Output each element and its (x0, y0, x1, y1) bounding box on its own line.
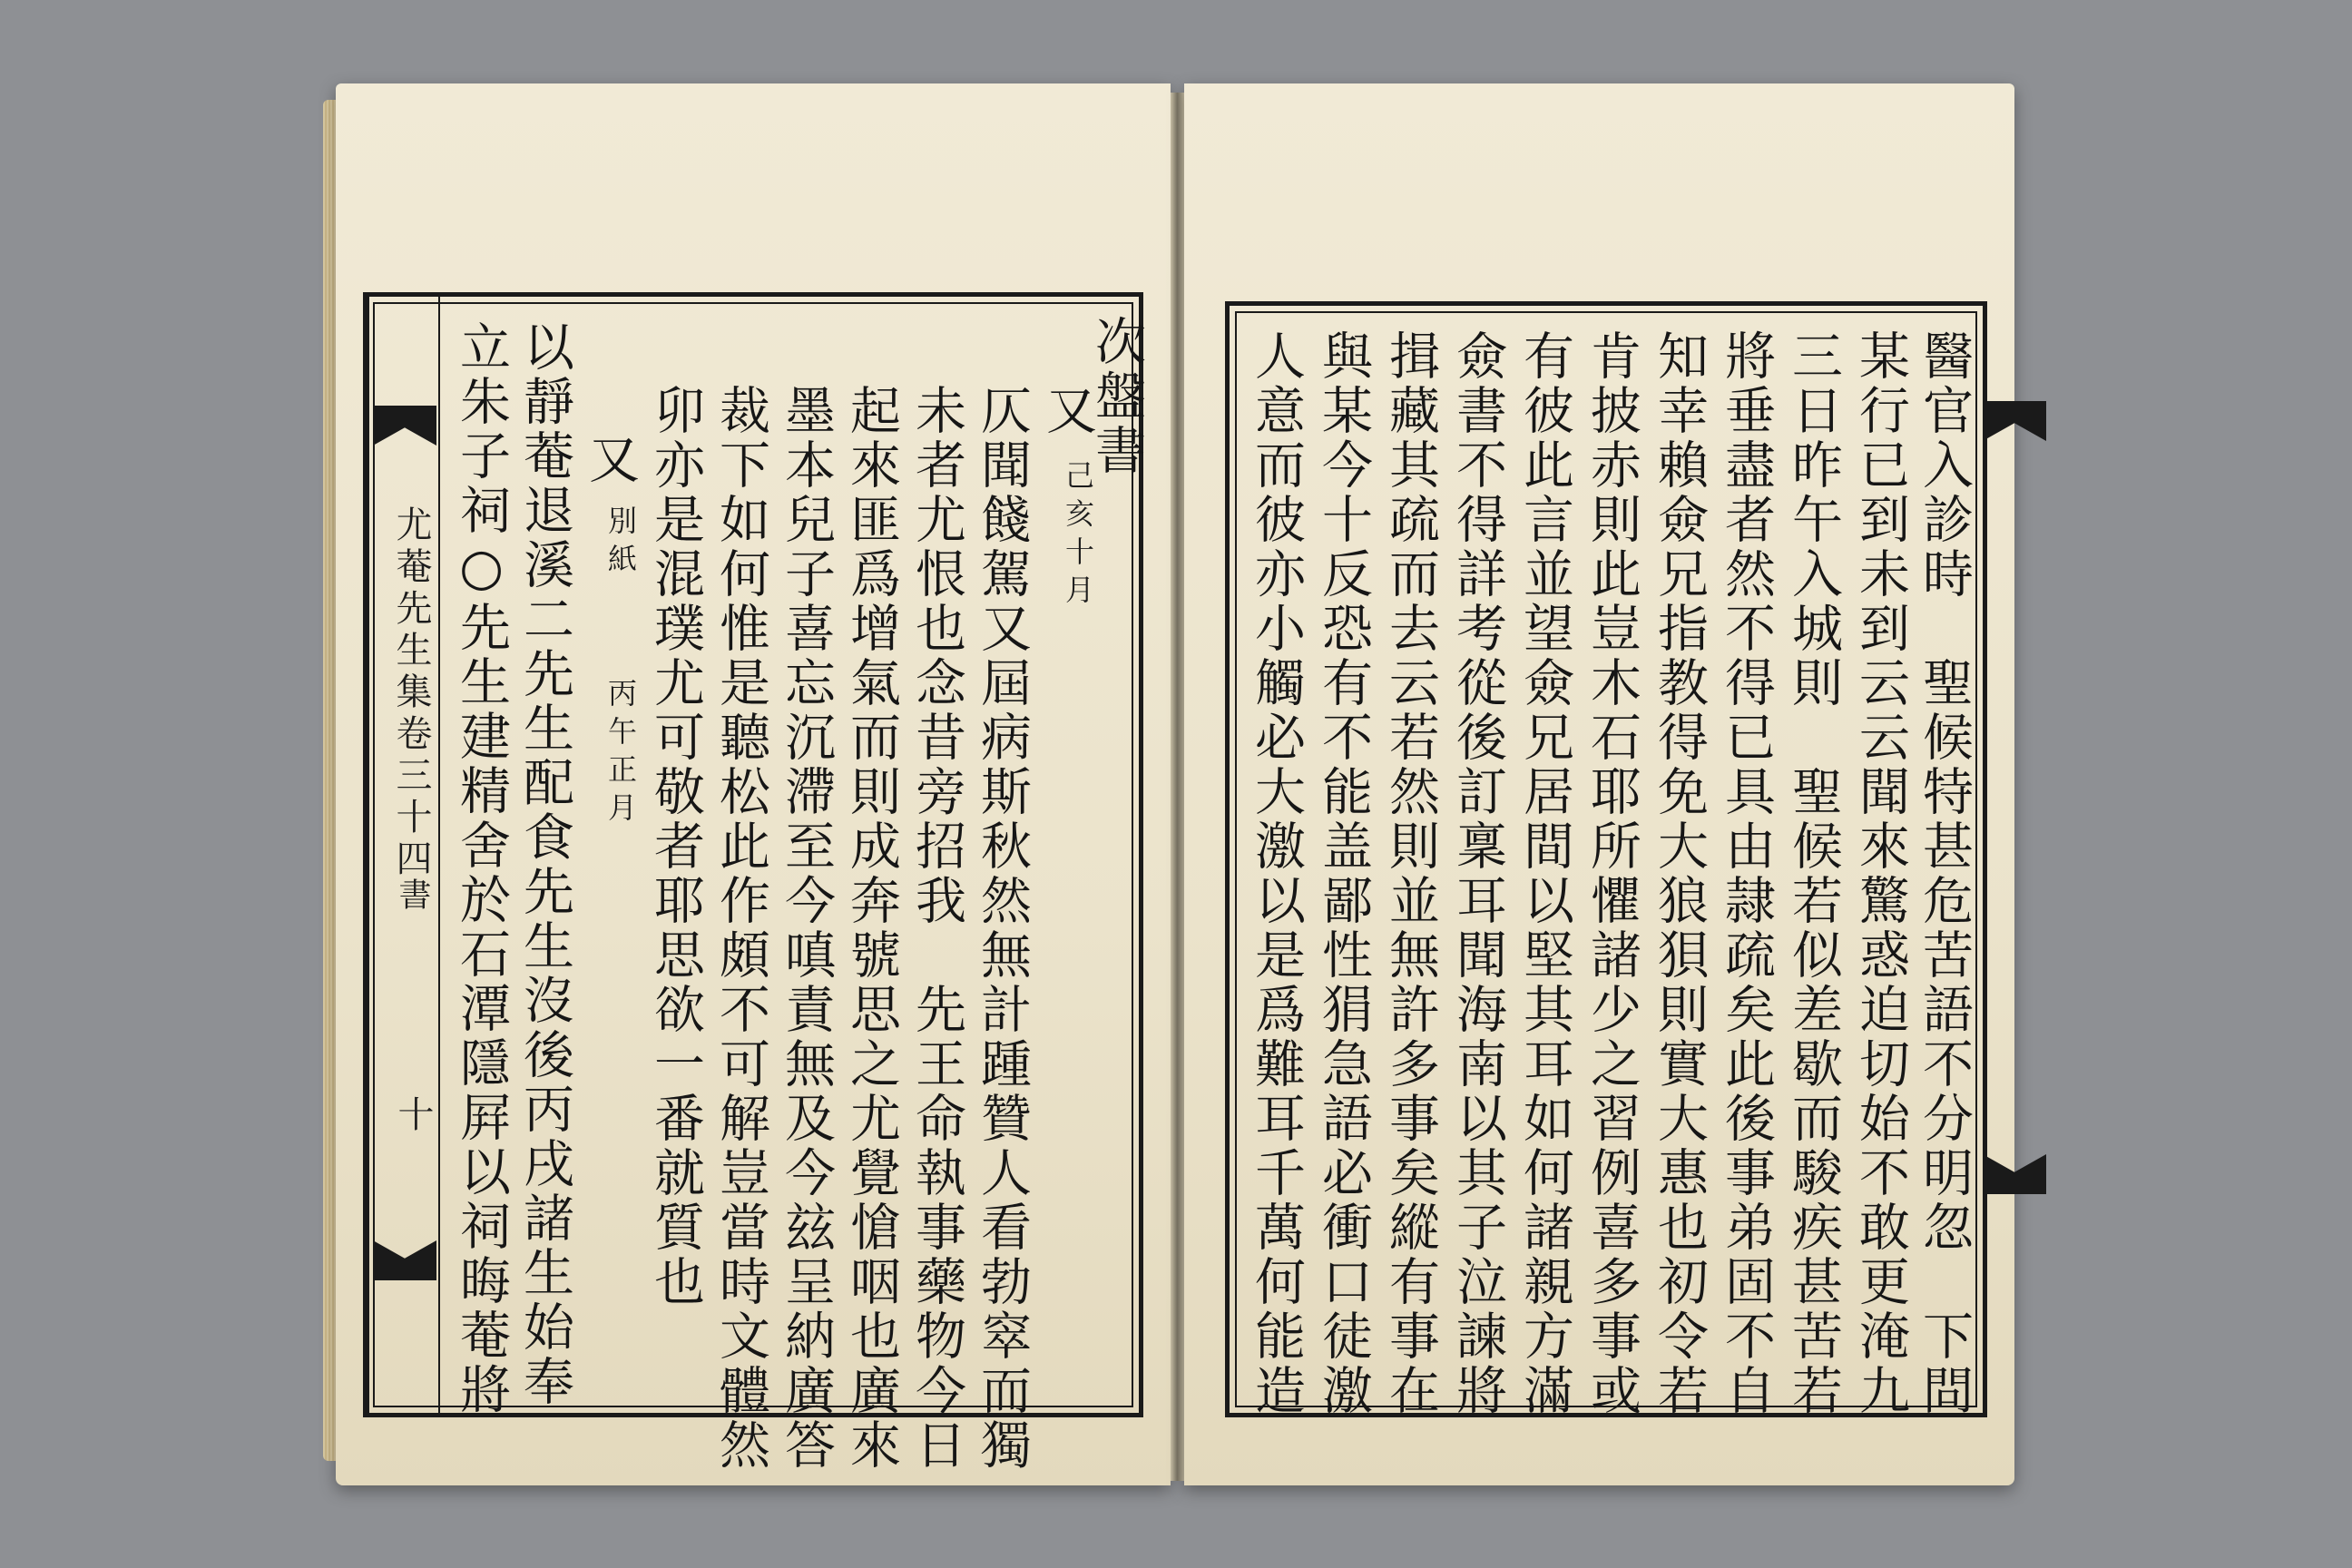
fish-tail-right-bottom (1983, 1154, 2046, 1194)
right-column-8: 將垂盡者然不得已具由隷疏矣此後事弟固不自 (1717, 329, 1776, 1418)
note-date-byeongo: 丙午正月 (603, 678, 638, 830)
open-book (336, 83, 2014, 1485)
note-date-gihae: 己亥十月 (1061, 460, 1095, 612)
text-column-7: 起來匪爲增氣而則成奔號思之尤覺愴咽也廣來 (842, 384, 901, 1473)
center-strip (368, 297, 440, 1413)
left-text-frame (363, 292, 1146, 1473)
right-column-9: 三日昨午入城則 聖候若似差歇而駿疾甚苦若 (1784, 329, 1843, 1418)
note-byeolji: 別紙 (603, 505, 638, 582)
right-column-4: 僉書不得詳考從後訂稟耳聞海南以其子泣諫將 (1448, 329, 1507, 1418)
fish-tail-top (373, 406, 436, 446)
book-gutter (1171, 93, 1184, 1481)
left-page (336, 83, 1171, 1485)
right-column-2: 與某今十反恐有不能盖鄙性狷急語必衝口徒激 (1314, 329, 1373, 1418)
text-column-6: 墨本兒子喜忘沉滯至今嗔責無及今玆呈納廣答 (777, 384, 836, 1473)
text-column-3: 又 (581, 433, 640, 487)
text-column-9: 仄聞餞駕又屆病斯秋然無計踵贊人看勃窣而獨 (973, 384, 1032, 1473)
right-column-10: 某行已到未到云云聞來驚惑迫切始不敢更淹九 (1851, 329, 1910, 1418)
fish-tail-bottom (373, 1240, 436, 1280)
right-page (1184, 83, 2014, 1485)
fish-tail-right-top (1983, 401, 2046, 441)
text-column-heading: 次盤書 (1087, 315, 1146, 478)
section-label: 書 (394, 877, 431, 919)
text-column-8: 未者尤恨也念昔旁招我 先王命執事藥物今日 (907, 384, 966, 1473)
text-column-1: 立朱子祠○先生建精舍於石潭隱屛以祠晦菴將 (452, 320, 511, 1417)
right-column-1: 人意而彼亦小觸必大激以是爲難耳千萬何能造 (1247, 329, 1306, 1418)
folio-number: 十 (392, 1095, 434, 1141)
text-column-10: 又 (1038, 384, 1097, 438)
right-column-7: 知幸賴僉兄指教得免大狼狽則實大惠也初令若 (1650, 329, 1709, 1418)
text-column-2: 以靜菴退溪二先生配食先生沒後丙戌諸生始奉 (515, 320, 574, 1409)
text-column-5: 裁下如何惟是聽松此作頗不可解豈當時文體然 (711, 384, 770, 1473)
right-column-5: 有彼此言並望僉兄居間以堅其耳如何諸親方滿 (1515, 329, 1574, 1418)
text-column-4: 卯亦是混璞尤可敬者耶思欲一番就質也 (646, 384, 705, 1309)
right-text-frame (1225, 301, 1987, 1417)
book-title: 尤菴先生集卷三十四 (390, 505, 432, 881)
right-column-6: 肯披赤則此豈木石耶所懼諸少之習例喜多事或 (1583, 329, 1642, 1418)
right-column-11: 醫官入診時 聖候特甚危苦語不分明忽 下問 (1915, 329, 1974, 1418)
right-column-3: 揖藏其疏而去云若然則並無許多事矣縱有事在 (1381, 329, 1440, 1418)
